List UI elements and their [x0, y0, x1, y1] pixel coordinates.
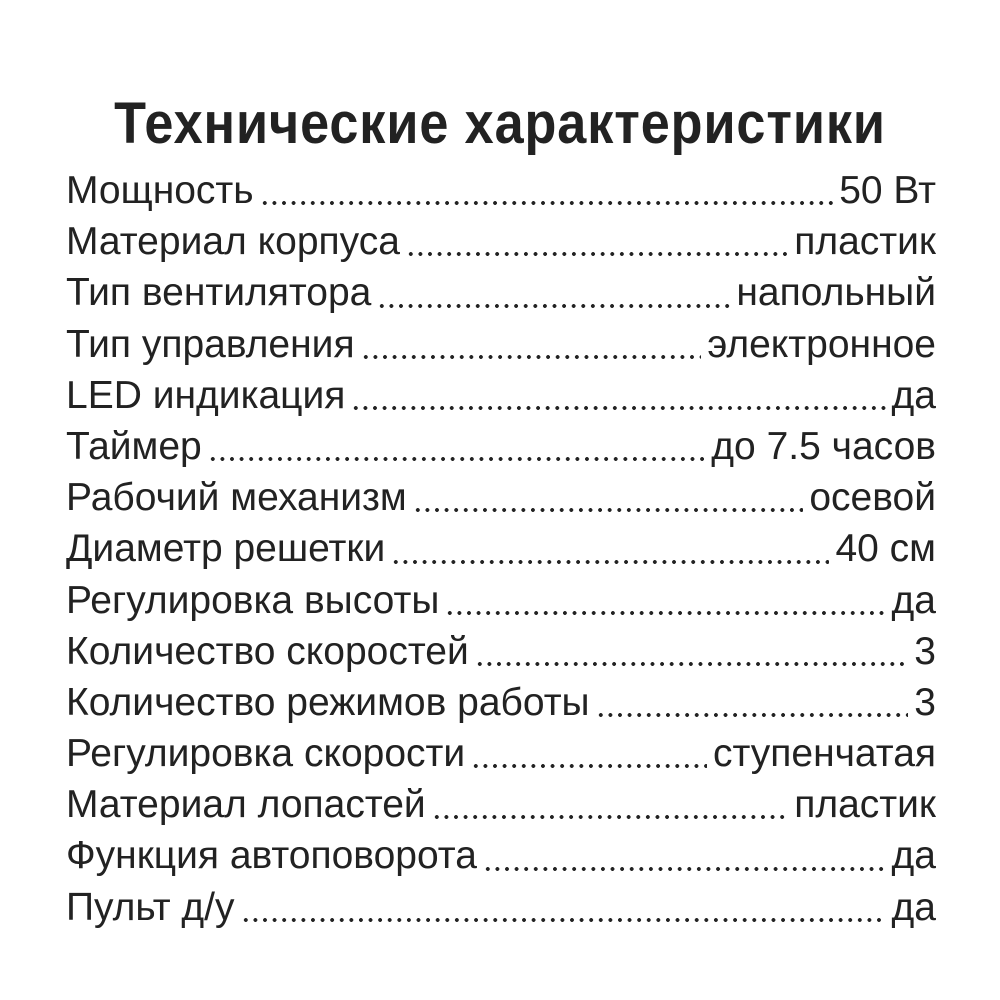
spec-value: напольный [736, 271, 936, 315]
spec-value: электронное [707, 322, 936, 366]
spec-row-blade-material [66, 779, 936, 830]
spec-value: да [891, 373, 936, 417]
dot-leader [241, 882, 886, 933]
spec-row-fan-type [66, 267, 936, 318]
spec-label: Тип управления [66, 322, 355, 366]
spec-label: Таймер [66, 424, 202, 468]
spec-value: 3 [914, 680, 936, 724]
spec-label: Пульт д/у [66, 885, 235, 929]
spec-row-grille-diameter [66, 523, 936, 574]
dot-leader [432, 779, 788, 830]
dot-leader [351, 370, 885, 421]
spec-value: да [891, 578, 936, 622]
dot-leader [391, 523, 829, 574]
spec-value: пластик [794, 220, 936, 264]
spec-label: Рабочий механизм [66, 476, 407, 520]
spec-row-auto-rotation [66, 830, 936, 881]
page-title: Технические характеристики [114, 90, 886, 156]
dot-leader [596, 677, 909, 728]
spec-value: 50 Вт [839, 169, 936, 212]
spec-row-remote-control [66, 882, 936, 933]
spec-value: да [891, 834, 936, 878]
spec-label: Регулировка высоты [66, 578, 440, 622]
spec-row-timer [66, 421, 936, 472]
dot-leader [377, 267, 730, 318]
spec-row-speed-adjustment [66, 728, 936, 779]
spec-label: Диаметр решетки [66, 527, 386, 571]
dot-leader [208, 421, 706, 472]
spec-value: да [891, 885, 936, 929]
spec-value: до 7.5 часов [711, 424, 936, 468]
spec-value: осевой [809, 476, 936, 520]
spec-row-height-adjustment [66, 575, 936, 626]
spec-row-speed-count [66, 626, 936, 677]
spec-label: Регулировка скорости [66, 732, 466, 776]
dot-leader [260, 165, 834, 216]
spec-row-mechanism [66, 472, 936, 523]
spec-row-body-material [66, 216, 936, 267]
spec-label: Материал лопастей [66, 783, 426, 827]
dot-leader [406, 216, 788, 267]
spec-label: Материал корпуса [66, 220, 400, 264]
spec-row-power [66, 165, 936, 216]
spec-label: Количество скоростей [66, 629, 469, 673]
spec-value: ступенчатая [712, 732, 936, 776]
spec-value: пластик [794, 783, 936, 827]
spec-value: 3 [914, 629, 936, 673]
spec-label: LED индикация [66, 373, 346, 417]
spec-row-mode-count [66, 677, 936, 728]
spec-label: Функция автоповорота [66, 834, 477, 878]
spec-label: Количество режимов работы [66, 680, 590, 724]
dot-leader [413, 472, 804, 523]
spec-row-control-type [66, 319, 936, 370]
dot-leader [445, 575, 885, 626]
dot-leader [475, 626, 909, 677]
spec-label: Мощность [66, 169, 254, 212]
spec-value: 40 см [835, 527, 936, 571]
dot-leader [483, 830, 886, 881]
spec-list [66, 165, 936, 933]
dot-leader [471, 728, 707, 779]
spec-row-led-indication [66, 370, 936, 421]
dot-leader [361, 319, 702, 370]
spec-label: Тип вентилятора [66, 271, 372, 315]
